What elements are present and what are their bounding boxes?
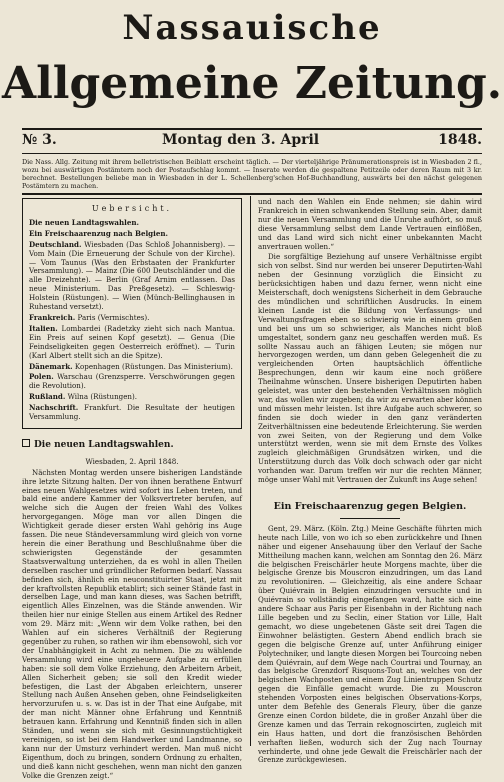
uebersicht-item-text: Warschau (Grenzsperre. Verschwörungen gegen die Revolution). xyxy=(29,372,235,391)
uebersicht-item-text: Lombardei (Radetzky zieht sich nach Mantua. Ein Preis auf seinen Kopf gesetzt). — Genua (Die Feindseligkeiten gegen Oesterreich eröffnet). — Turin (Karl Albert stellt sich an die Spitze). xyxy=(29,323,235,360)
uebersicht-item xyxy=(29,373,235,391)
article-heading: Die neuen Landtagswahlen. xyxy=(22,439,242,450)
checkbox-icon xyxy=(22,439,30,447)
uebersicht-item-head: Frankreich. xyxy=(29,312,76,322)
section-separator xyxy=(340,518,400,519)
left-column xyxy=(22,198,242,782)
article-dateline: Wiesbaden, 2. April 1848. xyxy=(85,456,179,466)
uebersicht-item-text: Kopenhagen (Rüstungen. Das Ministerium). xyxy=(74,361,233,371)
uebersicht-list xyxy=(29,219,235,422)
issue-number: № 3. xyxy=(22,132,57,148)
uebersicht-item xyxy=(29,325,235,361)
uebersicht-item xyxy=(29,314,235,323)
article-body: Gent, 29. März. (Köln. Ztg.) Meine Geschäfte führten mich heute nach Lille, von wo ich so eben zurückkehre und Ihnen näher und eigener Ansehauung über den Verlauf der Sache Mittheilung machen kann, welchen am Sonntag den 26. März die belgischen Freischärler heute Morgens machte, über die belgische Grenze bis Mouscron einzudringen, um das Land zu revolutioniren. — Gleichzeitig, als eine andere Schaar über Quiévrain in Belgien einzudringen versuchte und in Quiévrain so vollständig eingefangen ward, hatte sich eine andere Schaar aus Paris per Eisenbahn in der Richtung nach Lille begeben und zu Seclin, einer Station vor Lille, Halt gemacht, wo diese ungebetenen Gäste seit drei Tagen die Einwohner belästigten. Gestern Abend endlich brach sie gegen die belgische Grenze auf, unter Anführung einiger Polytechniker, und langte diesen Morgen bei Tourcoing neben dem Quiévrain, auf dem Wege nach Courtrai und Tournay, an das belgische Grenzdorf Risquons-Tout an, welches von der belgischen Wachposten und einem Zug Linientruppen Schutz gegen die Einfälle gemacht wurde. Die zu Mouscron stehenden Vorposten eines belgischen Observations-Korps, unter dem Befehle des Generals Fleury, über die ganze Grenze einen Cordon bildete, die in großer Anzahl über die Grenze kamen und das Terrain rekognoscirten, zugleich mit ein Haus hatten, und dort die französischen Behörden verhaften ließen, wodurch sich der Zug nach Tournay verhinderte, und ohne jede Gewalt die Freischärler nach der Grenze zurückgewiesen. xyxy=(258,523,482,765)
uebersicht-item-text: Frankfurt. Die Resultate der heutigen Versammlung. xyxy=(29,403,235,422)
issue-year: 1848. xyxy=(438,132,482,148)
article-body: Die sorgfältige Beziehung auf unsere Verhältnisse ergibt sich von selbst. Sind nur werden bei unserer Deputirten-Wahl neben der Gesinnung vorzüglich die Einsicht zu berücksichtigen haben und dazu ferner, wenn nicht eine Meisterschaft, doch wenigstens Sicherheit in dem Gebrauche des mündlichen und schriftlichen Ausdrucks. In einem kleinen Lande ist die Bildung von Verfassungs- und Verwaltungsfragen eben so schwierig wie in einem großen und bei uns um so schwieriger, als Manches nicht bloß umgestaltet, sondern ganz neu geschaffen werden muß. Es sollte Nassau auch an fähigen Leuten; sie mögen nur hervorgezogen werden, um dann geben Gelegenheit die zu vergleichenden Orten hauptsächlich öffentliche Besprechungen, denn wir kaum eine noch größere Theilnahme wünschen. Unsere bisherigen Deputirten haben geleistet, was unter den bestehenden Verhältnissen möglich war, das wollen wir zugeben; da wir zu erwarten aber können und müssen mehr leisten. Ist ihre Aufgabe auch schwerer, so finden sie doch wieder in den ganz veränderten Zeitverhältnissen eine bedeutende Erleichterung. Sie werden von zwei Seiten, von der Regierung und dem Volke unterstützt werden, wenn sie mit dem Ernste des Volkes zugleich gleichmäßigen Grundsätzen wirken, und die Unterstützung durch das Volk doch schwach oder gar nicht vorhanden war. Darum treffen wir nur die rechten Männer, möge unser Wahl mit Vertrauen der Zukunft ins Auge sehen! xyxy=(258,252,482,485)
notice-rule xyxy=(22,193,482,195)
uebersicht-item xyxy=(29,363,235,372)
dateline xyxy=(22,132,482,152)
uebersicht-item xyxy=(29,230,235,239)
column-divider xyxy=(250,196,251,746)
uebersicht-item-head: Deutschland. xyxy=(29,239,82,249)
uebersicht-box xyxy=(22,198,242,429)
uebersicht-item-head: Dänemark. xyxy=(29,361,73,371)
masthead-top: Nassauische xyxy=(122,8,382,48)
uebersicht-title: Uebersicht. xyxy=(91,204,173,213)
subscription-notice: Die Nass. Allg. Zeitung mit ihrem belletristischen Beiblatt erscheint täglich. — Der vierteljährige Pränumerationspreis ist in Wiesbaden 2 fl., wozu bei auswärtigen Postämtern noch der Postaufschlag kommt. — Inserate werden die gespaltene Petitzeile oder deren Raum mit 3 kr. berechnet. Bestellungen beliebe man in Wiesbaden in der L. Schellenberg'schen Hof-Buchhandlung, auswärts bei den nächst gelegenen Postämtern zu machen. xyxy=(22,158,482,190)
uebersicht-item xyxy=(29,241,235,312)
uebersicht-item-text: Paris (Vermischtes). xyxy=(77,312,150,322)
article-continuation: und nach den Wahlen ein Ende nehmen; sie dahin wird Frankreich in einen schwankenden Stellung sein. Aber, damit nur die neuen Versammlung und die Unruhe aufhört, so muß diese Versammlung selbst dem Lande Vertrauen einflößen, und das Land wird sich nicht einer unbekannten Macht anvertrauen wollen.“ xyxy=(258,197,482,251)
issue-date: Montag den 3. April xyxy=(162,132,320,148)
section-heading: Ein Freischaarenzug gegen Belgien. xyxy=(273,501,467,512)
uebersicht-item xyxy=(29,219,235,228)
uebersicht-item-head: Italien. xyxy=(29,323,58,333)
uebersicht-item-head: Rußland. xyxy=(29,392,66,402)
dateline-rule xyxy=(22,153,482,154)
uebersicht-item-text: Wiesbaden (Das Schloß Johannisberg). — Vom Main (Die Erneuerung der Schule von der Kirche). — Vom Taunus (Was den Erbstaaten der Frankfurter Versammlung). — Mainz (Die 600 Deutschländer und die alle Dreizehnte). — Berlin (Graf Arnim entlassen. Das neue Ministerium. Das Preßgesetz). — Schleswig-Holstein (Rüstungen). — Wien (Münch-Bellinghausen in Ruhestand versetzt). xyxy=(29,239,235,312)
uebersicht-item xyxy=(29,404,235,422)
uebersicht-item-head: Ein Freischaarenzug nach Belgien. xyxy=(29,228,168,238)
uebersicht-item xyxy=(29,393,235,402)
article-body: Nächsten Montag werden unsere bisherigen Landstände ihre letzte Sitzung halten. Der von ihnen berathene Entwurf eines neuen Wahlgesetzes wird sofort ins Leben treten, und bald eine andere Kammer der Volksvertreter berufen, auf welche sich die Augen der freien Wahl des Volkes hervorgegangen. Möge man vor allen Dingen die Wichtigkeit gerade dieser ersten Wahl gehörig ins Auge fassen. Die neue Ständeversammlung wird gleich von vorne herein die einer Berathung und Beschlußnahme über die schwierigsten Gegenstände der gesammten Staatsverwaltung unterziehen, da es wohl in allen Theilen derselben rascher und gründlicher Reformen bedarf. Nassau befinden sich, ähnlich ein neuconstituirter Staat, jetzt mit der kraftvollsten Republik etablirt; sich seiner Stände fast in derselben Lage, und man kann dieses, was Sachen betrifft, eigentlich Alles Einzelnen, was die Stände anwenden. Wir theilen hier nur einige Stellen aus einem Artikel des Redner vom 29. März mit: „Wenn wir dem Volke rathen, bei den Wahlen auf ein sicheres Verhältniß der Regierung gegenüber zu ruhen, so rathen wir ihm ebensowohl, sich vor der Unabhängigkeit in Acht zu nehmen. Die zu wählende Versammlung wird eine ungeheuere Aufgabe zu erfüllen haben: sie soll dem Volke Erziehung, den Arbeitern Arbeit, Allen Sicherheit geben; sie soll den Kredit wieder befestigen, die Last der Abgaben erleichtern, unserer Stellung nach Außen Ansehen geben, ohne Feindseligkeiten hervorzurufen u. s. w. Das ist in der That eine Aufgabe, mit der man nicht Männer ohne Erfahrung und Kenntniß betrauen kann. Erfahrung und Kenntniß finden sich in allen Ständen, und wenn sie sich mit Gesinnungstüchtigkeit vereinigen, so ist bei dem Handwerker und Landmanne, so kann nur der Umsturz verhindert werden. Man muß nicht Eigenthum, doch zu bringen, sondern Ordnung zu erhalten, und dieß kann nicht geschehen, wenn man nicht den ganzen Volke die Grenzen zeigt.“ xyxy=(22,467,242,780)
right-column xyxy=(258,198,482,767)
uebersicht-item-text: Wilna (Rüstungen). xyxy=(67,392,137,402)
uebersicht-item-head: Polen. xyxy=(29,372,54,382)
uebersicht-item-head: Die neuen Landtagswahlen. xyxy=(29,217,140,227)
uebersicht-item-head: Nachschrift. xyxy=(29,403,79,413)
masthead-rule xyxy=(22,128,482,130)
section-separator xyxy=(340,488,400,489)
masthead-title: Allgemeine Zeitung. xyxy=(1,58,503,109)
